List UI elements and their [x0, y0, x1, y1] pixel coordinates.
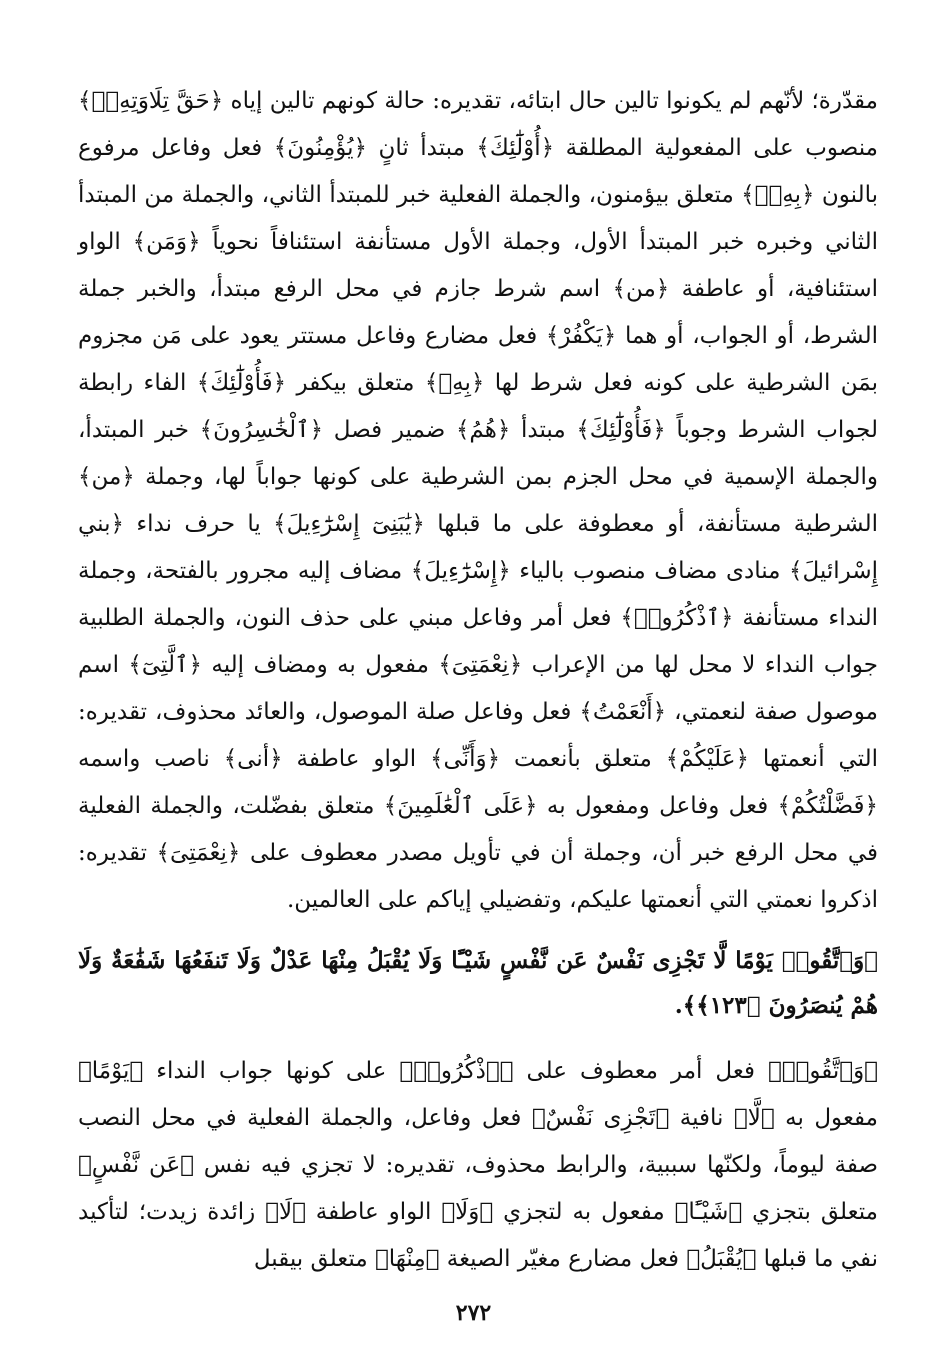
paragraph-grammar-analysis: مقدّرة؛ لأنّهم لم يكونوا تالين حال ابتائه، تقديره: حالة كونهم تالين إياه ﴿حَقَّ تِلَاوَتِهِۦٓ﴾ منصوب على المفعولية المطلقة ﴿أُوْلَٰٓئِكَ﴾ مبتدأ ثانٍ ﴿يُؤْمِنُونَ﴾ فعل وفاعل مرفوع بالنون ﴿بِهِۦۗ﴾ متعلق بيؤمنون، والجملة الفعلية خبر للمبتدأ الثاني، والجملة من المبتدأ الثاني وخبره خبر المبتدأ الأول، وجملة الأول مستأنفة استئنافاً نحوياً ﴿وَمَن﴾ الواو استئنافية، أو عاطفة ﴿من﴾ اسم شرط جازم في محل الرفع مبتدأ، والخبر جملة الشرط، أو الجواب، أو هما ﴿يَكْفُرْ﴾ فعل مضارع وفاعل مستتر يعود على مَن مجزوم بمَن الشرطية على كونه فعل شرط لها ﴿بِهِۦ﴾ متعلق بيكفر ﴿فَأُوْلَٰٓئِكَ﴾ الفاء رابطة لجواب الشرط وجوباً ﴿فَأُوْلَٰٓئِكَ﴾ مبتدأ ﴿هُمُ﴾ ضمير فصل ﴿ٱلْخَٰسِرُونَ﴾ خبر المبتدأ، والجملة الإسمية في محل الجزم بمن الشرطية على كونها جواباً لها، وجملة ﴿من﴾ الشرطية مستأنفة، أو معطوفة على ما قبلها ﴿يَٰبَنِىٓ إِسْرَٰٓءِيلَ﴾ يا حرف نداء ﴿بني إِسْرائيلَ﴾ منادى مضاف منصوب بالياء ﴿إِسْرَٰٓءِيلَ﴾ مضاف إليه مجرور بالفتحة، وجملة النداء مستأنفة ﴿ٱذْكُرُوا۟﴾ فعل أمر وفاعل مبني على حذف النون، والجملة الطلبية جواب النداء لا محل لها من الإعراب ﴿نِعْمَتِىَ﴾ مفعول به ومضاف إليه ﴿ٱلَّتِىٓ﴾ اسم موصول صفة لنعمتي، ﴿أَنْعَمْتُ﴾ فعل وفاعل صلة الموصول، والعائد محذوف، تقديره: التي أنعمتها ﴿عَلَيْكُمْ﴾ متعلق بأنعمت ﴿وَأَنِّى﴾ الواو عاطفة ﴿أنى﴾ ناصب واسمه ﴿فَضَّلْتُكُمْ﴾ فعل وفاعل ومفعول به ﴿عَلَى ٱلْعَٰلَمِينَ﴾ متعلق بفضّلت، والجملة الفعلية في محل الرفع خبر أن، وجملة أن في تأويل مصدر معطوف على ﴿نِعْمَتِىَ﴾ تقديره: اذكروا نعمتي التي أنعمتها عليكم، وتفضيلي إياكم على العالمين. [78, 88, 878, 913]
paragraph-grammar-analysis-verse: ﴿وَٱتَّقُوا۟﴾ فعل أمر معطوف على ﴿ٱذْكُرُوا۟﴾ على كونها جواب النداء ﴿يَوْمًا﴾ مفعول به ﴿لَّا﴾ نافية ﴿تَجْزِى نَفْسٌ﴾ فعل وفاعل، والجملة الفعلية في محل النصب صفة ليوماً، ولكنّها سببية، والرابط محذوف، تقديره: لا تجزي فيه نفس ﴿عَن نَّفْسٍ﴾ متعلق بتجزي ﴿شَيْـًٔا﴾ مفعول به لتجزي ﴿وَلَا﴾ الواو عاطفة ﴿لَا﴾ زائدة زيدت؛ لتأكيد نفي ما قبلها ﴿يُقْبَلُ﴾ فعل مضارع مغيّر الصيغة ﴿مِنْهَا﴾ متعلق بيقبل [78, 1058, 878, 1272]
quran-verse: ﴿وَٱتَّقُوا۟ يَوْمًا لَّا تَجْزِى نَفْسٌ عَن نَّفْسٍ شَيْـًٔا وَلَا يُقْبَلُ مِنْهَا عَدْلٌ وَلَا تَنفَعُهَا شَفَٰعَةٌ وَلَا هُمْ يُنصَرُونَ ﴿١٢٣﴾﴾. [78, 947, 878, 1019]
page-number: ٢٧٢ [455, 1300, 492, 1326]
page-body [78, 78, 878, 1272]
